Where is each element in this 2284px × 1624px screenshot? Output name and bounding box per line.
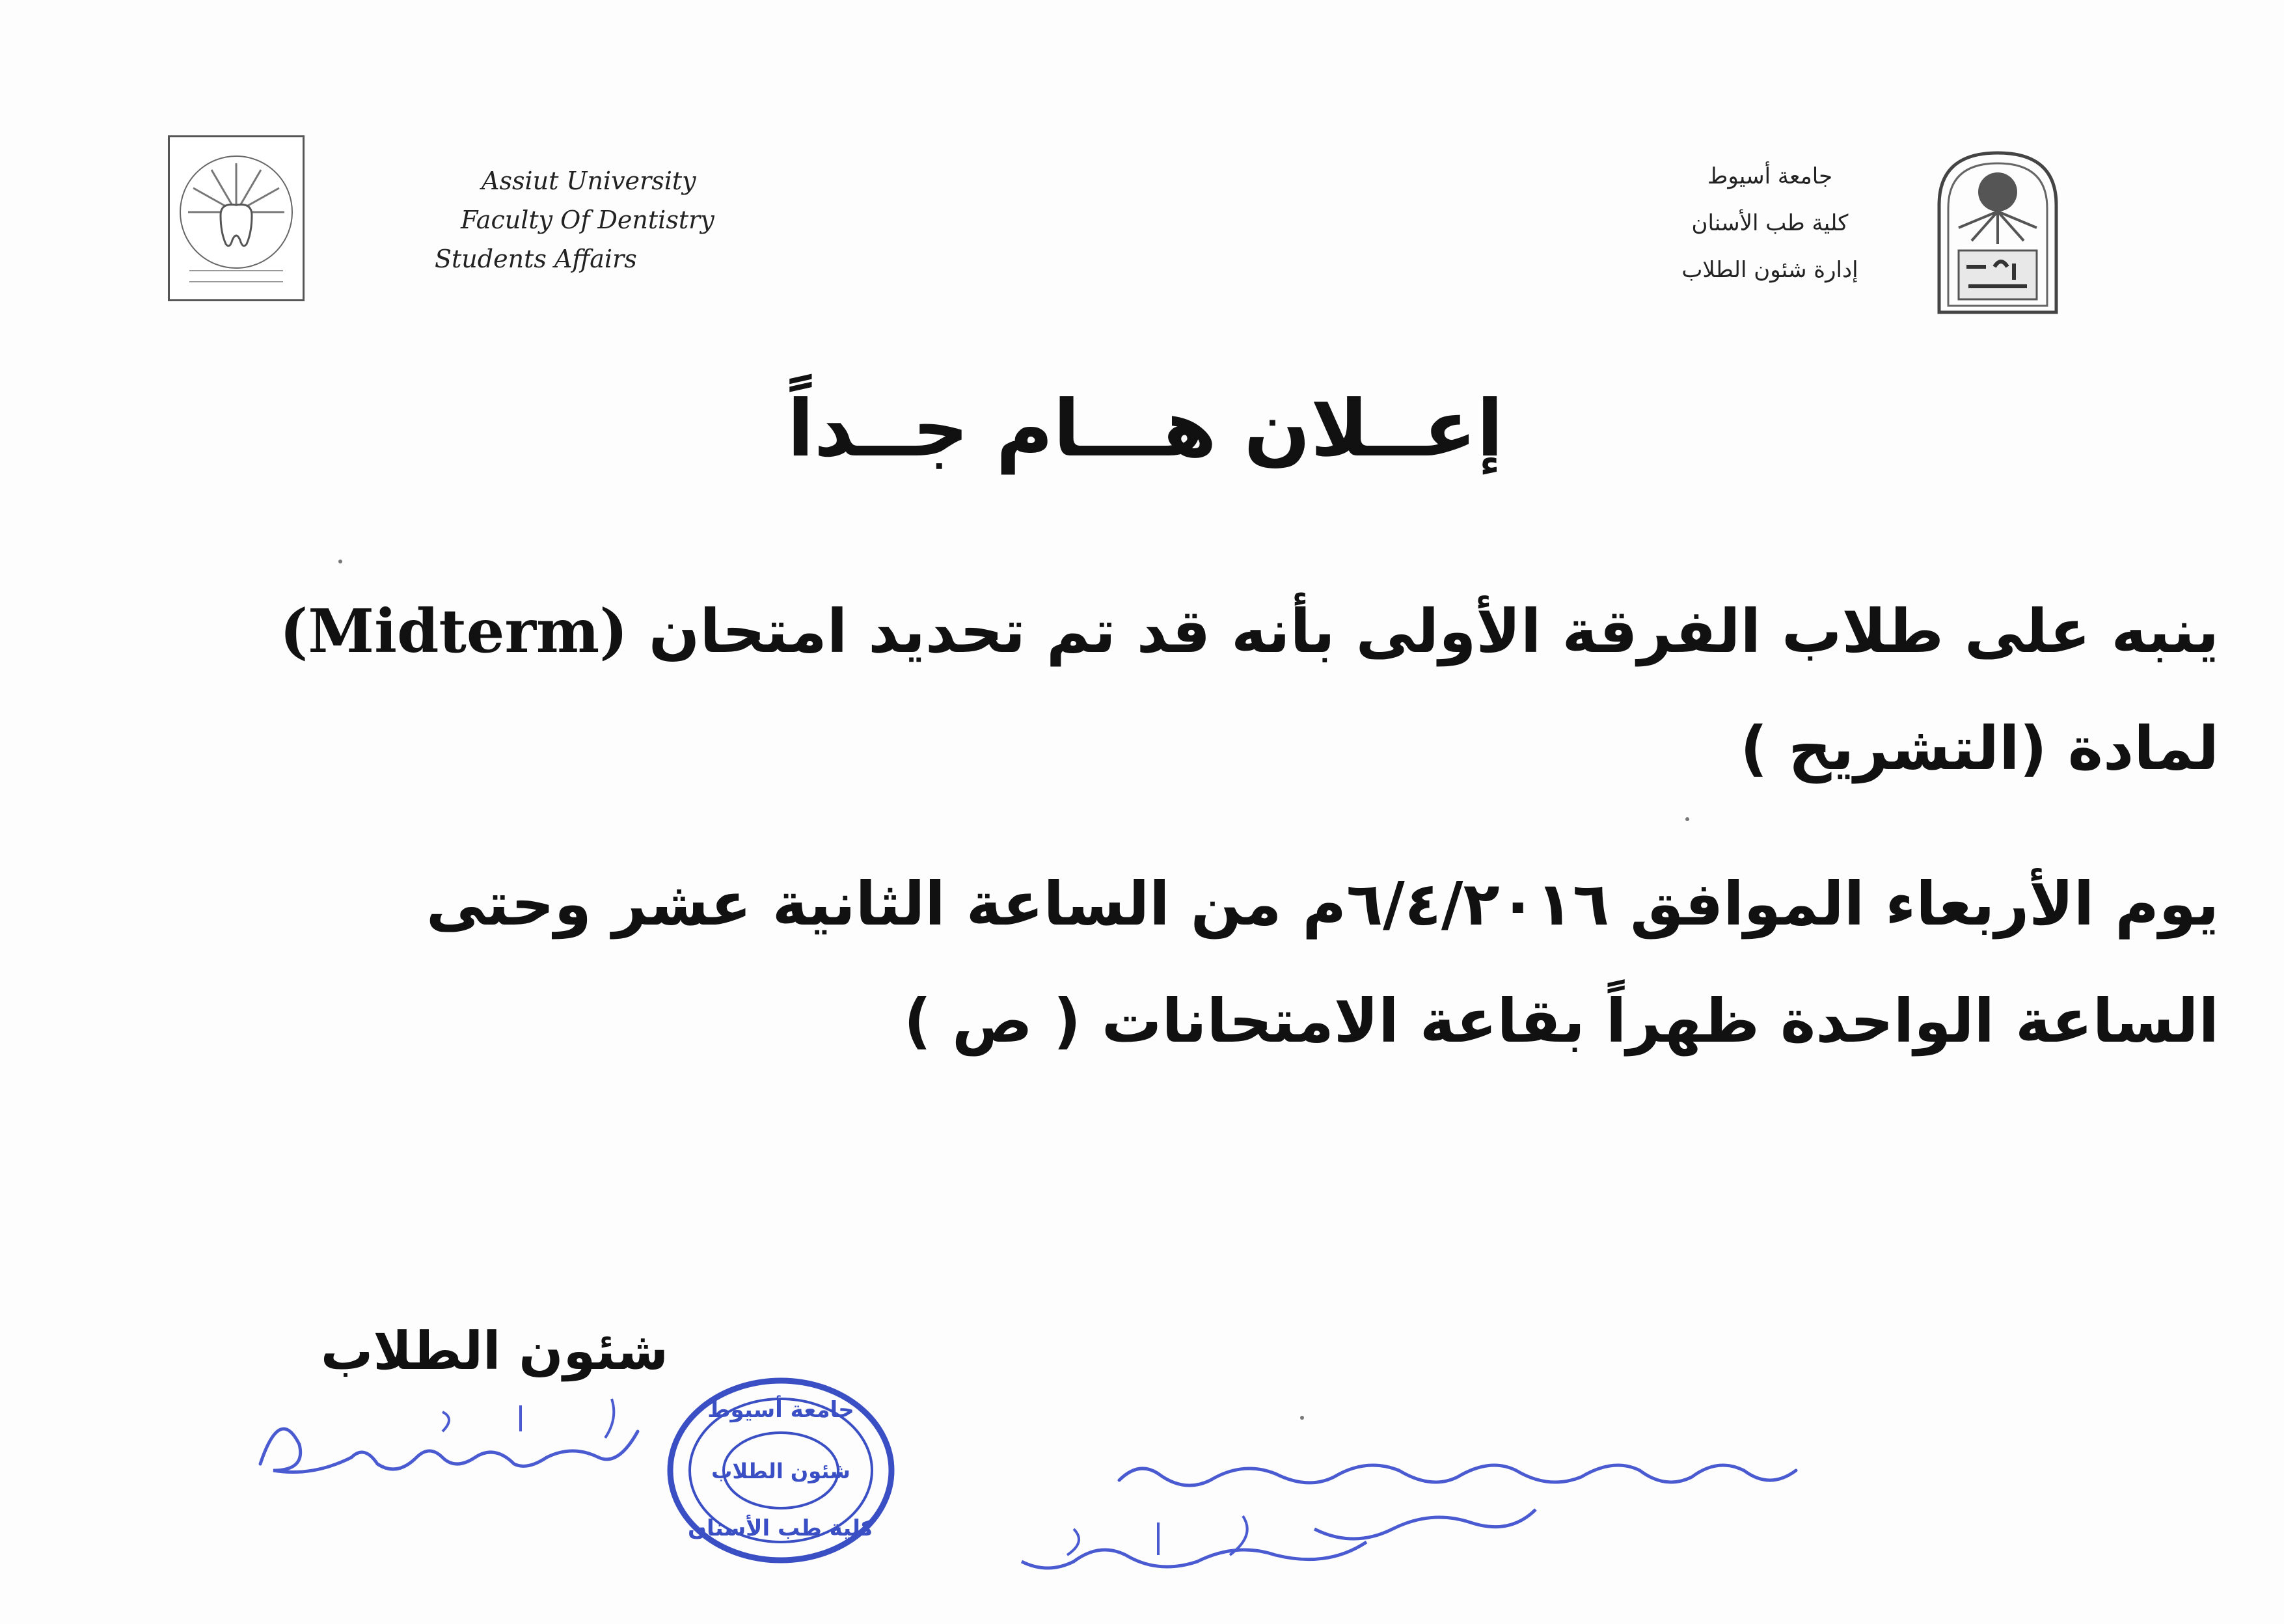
university-logo [1933, 146, 2063, 316]
handwritten-signature-1 [247, 1392, 670, 1490]
department-name-en: Students Affairs [435, 245, 637, 273]
department-name-ar: إدارة شئون الطلاب [1681, 257, 1858, 283]
stamp-text-middle: شئون الطلاب [711, 1459, 850, 1483]
english-header [416, 161, 807, 278]
notice-paragraph-1 [78, 573, 2219, 807]
notice-line-3: يوم الأربعاء الموافق ٦/٤/٢٠١٦م من الساعة الثانية عشر وحتى [426, 869, 2219, 939]
scan-speck [1300, 1416, 1304, 1420]
scan-speck [338, 560, 342, 563]
faculty-name-en: Faculty Of Dentistry [461, 206, 714, 234]
dentistry-logo [168, 135, 305, 301]
official-stamp [664, 1373, 898, 1568]
university-name-ar: جامعة أسيوط [1707, 163, 1833, 189]
notice-line-2: لمادة (التشريح ) [1740, 714, 2219, 783]
assiut-dentistry-tooth-logo-icon [170, 137, 303, 299]
arabic-header [1640, 153, 1900, 293]
handwritten-note [963, 1444, 1822, 1601]
stamp-text-bottom: كلية طب الأسنان [688, 1515, 874, 1541]
notice-title: إعــلان هـــام جــداً [787, 384, 1504, 474]
stamp-text-top: جامعة أسيوط [707, 1397, 854, 1423]
notice-line-4: الساعة الواحدة ظهراً بقاعة الامتحانات ( ص ) [903, 986, 2219, 1056]
assiut-university-sun-logo-icon [1933, 146, 2063, 316]
midterm-term: (Midterm) [279, 596, 628, 666]
notice-line-1-arabic: ينبه على طلاب الفرقة الأولى بأنه قد تم تحديد امتحان [648, 597, 2219, 666]
signature-title: شئون الطلاب [320, 1321, 669, 1381]
university-name-en: Assiut University [482, 167, 696, 195]
notice-line-1 [78, 573, 2219, 690]
faculty-name-ar: كلية طب الأسنان [1691, 210, 1849, 236]
notice-paragraph-2 [78, 846, 2219, 1080]
scan-speck [1685, 817, 1689, 821]
